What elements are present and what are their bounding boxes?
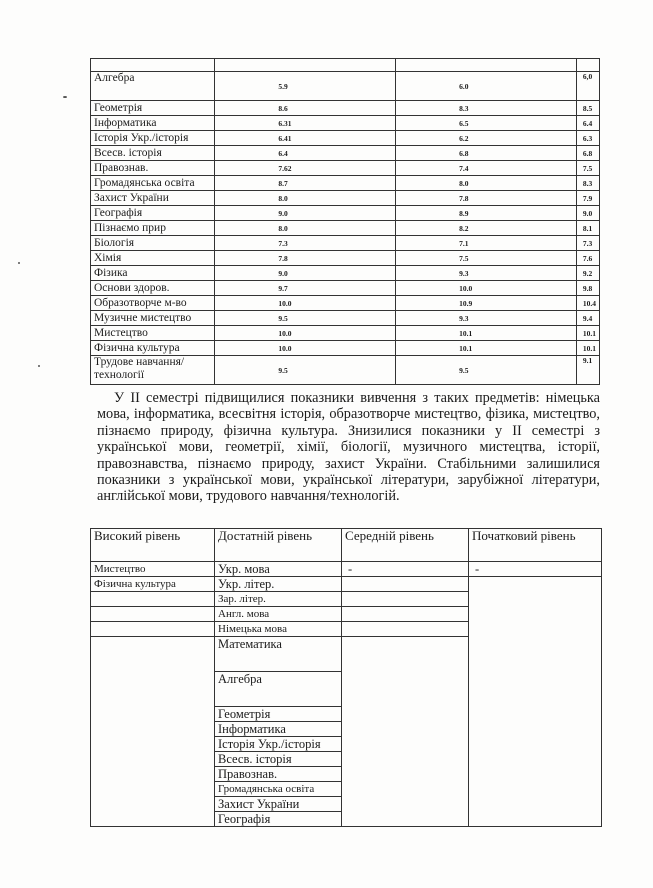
table-row [91, 72, 600, 101]
table-row [91, 562, 602, 577]
subject-cell: Всесв. історія [91, 146, 215, 161]
high-cell [91, 607, 215, 622]
table-row [91, 266, 600, 281]
semester2-value: 6.8 [396, 146, 577, 161]
average-value: 9.4 [576, 311, 599, 326]
sufficient-item: Всесв. історія [215, 752, 342, 767]
levels-table [90, 528, 602, 827]
table-row [91, 251, 600, 266]
table-row [91, 577, 602, 592]
header-initial: Початковий рівень [469, 529, 602, 562]
table-row [91, 206, 600, 221]
table-row [91, 161, 600, 176]
semester2-value: 10.9 [396, 296, 577, 311]
subject-cell: Захист України [91, 191, 215, 206]
semester1-value: 9.5 [215, 311, 396, 326]
table-row [91, 341, 600, 356]
table-row [91, 221, 600, 236]
scan-speck [18, 262, 20, 264]
semester1-value: 7.3 [215, 236, 396, 251]
table-row [91, 326, 600, 341]
subject-cell: Правознав. [91, 161, 215, 176]
header-sufficient: Достатній рівень [215, 529, 342, 562]
table-row [91, 296, 600, 311]
subject-cell: Історія Укр./історія [91, 131, 215, 146]
scan-speck [63, 96, 67, 98]
semester2-value: 8.9 [396, 206, 577, 221]
table-row [91, 116, 600, 131]
sufficient-item: Укр. мова [215, 562, 342, 577]
average-value: 10.1 [576, 326, 599, 341]
semester2-value: 9.3 [396, 266, 577, 281]
semester1-value: 9.0 [215, 266, 396, 281]
header-high: Високий рівень [91, 529, 215, 562]
average-value: 8.5 [576, 101, 599, 116]
average-value: 7.3 [576, 236, 599, 251]
middle-cell [342, 622, 469, 637]
scan-speck [38, 365, 40, 367]
table-row [91, 131, 600, 146]
table-row [91, 59, 600, 72]
sufficient-item: Геометрія [215, 707, 342, 722]
sufficient-item: Інформатика [215, 722, 342, 737]
sufficient-item: Алгебра [215, 672, 342, 707]
semester1-value: 10.0 [215, 341, 396, 356]
semester2-value: 9.5 [396, 356, 577, 385]
table-row [91, 311, 600, 326]
semester2-value: 6.5 [396, 116, 577, 131]
sufficient-item: Німецька мова [215, 622, 342, 637]
semester1-value: 6.4 [215, 146, 396, 161]
high-item: Мистецтво [91, 562, 215, 577]
subject-cell: Інформатика [91, 116, 215, 131]
semester2-value: 7.1 [396, 236, 577, 251]
average-value: 7.9 [576, 191, 599, 206]
sufficient-item: Зар. літер. [215, 592, 342, 607]
sufficient-item: Укр. літер. [215, 577, 342, 592]
subject-cell: Трудове навчання/технології [91, 356, 215, 385]
subject-cell: Алгебра [91, 72, 215, 101]
semester1-value: 5.9 [215, 72, 396, 101]
subject-cell: Географія [91, 206, 215, 221]
initial-item: - [469, 562, 602, 577]
semester2-value: 10.0 [396, 281, 577, 296]
semester2-value: 10.1 [396, 326, 577, 341]
semester1-value: 8.0 [215, 221, 396, 236]
table-header-row [91, 529, 602, 562]
semester1-value: 9.5 [215, 356, 396, 385]
semester2-value: 6.0 [396, 72, 577, 101]
high-cell [91, 592, 215, 607]
subject-cell: Хімія [91, 251, 215, 266]
average-value: 8.3 [576, 176, 599, 191]
subject-cell: Фізика [91, 266, 215, 281]
table-row [91, 236, 600, 251]
table-cell [91, 59, 215, 72]
initial-empty-cell [469, 577, 602, 827]
semester1-value: 9.0 [215, 206, 396, 221]
table-cell [576, 59, 599, 72]
subject-cell: Образотворче м-во [91, 296, 215, 311]
middle-cell [342, 592, 469, 607]
semester2-value: 10.1 [396, 341, 577, 356]
table-row [91, 281, 600, 296]
summary-paragraph: У ІІ семестрі підвищилися показники вивчення з таких предметів: німецька мова, інформатика, всесвітня історія, образотворче мистецтво, фізика, мистецтво, пізнаємо природу, фізична культура. Знизилися показники у ІІ семестрі з української мови, геометрії, хімії, біології, музичного мистецтва, історії, правознавства, пізнаємо природу, захист України. Стабільними залишилися показники з української мови, української літератури, зарубіжної літератури, англійської мови, трудового навчання/технологій. [97, 390, 600, 505]
semester2-value: 8.0 [396, 176, 577, 191]
semester2-value: 7.4 [396, 161, 577, 176]
semester1-value: 8.0 [215, 191, 396, 206]
sufficient-item: Математика [215, 637, 342, 672]
sufficient-item: Англ. мова [215, 607, 342, 622]
average-value: 6.3 [576, 131, 599, 146]
semester1-value: 9.7 [215, 281, 396, 296]
semester2-value: 7.8 [396, 191, 577, 206]
semester1-value: 6.31 [215, 116, 396, 131]
semester2-value: 7.5 [396, 251, 577, 266]
middle-item: - [342, 562, 469, 577]
average-value: 8.1 [576, 221, 599, 236]
average-value: 7.6 [576, 251, 599, 266]
table-row [91, 356, 600, 385]
subject-cell: Геометрія [91, 101, 215, 116]
semester2-value: 9.3 [396, 311, 577, 326]
subject-cell: Біологія [91, 236, 215, 251]
semester2-value: 8.2 [396, 221, 577, 236]
sufficient-item: Географія [215, 812, 342, 827]
middle-cell [342, 607, 469, 622]
high-item: Фізична культура [91, 577, 215, 592]
table-row [91, 146, 600, 161]
average-value: 7.5 [576, 161, 599, 176]
grades-table [90, 58, 600, 385]
subject-cell: Фізична культура [91, 341, 215, 356]
average-value: 6.4 [576, 116, 599, 131]
average-value: 10.4 [576, 296, 599, 311]
semester2-value: 8.3 [396, 101, 577, 116]
average-value: 9.8 [576, 281, 599, 296]
high-cell [91, 622, 215, 637]
table-row [91, 101, 600, 116]
average-value: 9.0 [576, 206, 599, 221]
table-cell [396, 59, 577, 72]
average-value: 6.8 [576, 146, 599, 161]
semester1-value: 6.41 [215, 131, 396, 146]
subject-cell: Громадянська освіта [91, 176, 215, 191]
semester1-value: 8.7 [215, 176, 396, 191]
subject-cell: Музичне мистецтво [91, 311, 215, 326]
average-value: 9.2 [576, 266, 599, 281]
middle-cell [342, 577, 469, 592]
semester1-value: 7.62 [215, 161, 396, 176]
table-row [91, 176, 600, 191]
semester1-value: 7.8 [215, 251, 396, 266]
table-row [91, 191, 600, 206]
sufficient-item: Правознав. [215, 767, 342, 782]
average-value: 9.1 [576, 356, 599, 385]
semester1-value: 10.0 [215, 326, 396, 341]
subject-cell: Пізнаємо прир [91, 221, 215, 236]
middle-empty-cell [342, 637, 469, 827]
subject-cell: Мистецтво [91, 326, 215, 341]
sufficient-item: Історія Укр./історія [215, 737, 342, 752]
average-value: 10.1 [576, 341, 599, 356]
semester1-value: 8.6 [215, 101, 396, 116]
high-empty-cell [91, 637, 215, 827]
header-middle: Середній рівень [342, 529, 469, 562]
subject-cell: Основи здоров. [91, 281, 215, 296]
semester2-value: 6.2 [396, 131, 577, 146]
sufficient-item: Захист України [215, 797, 342, 812]
semester1-value: 10.0 [215, 296, 396, 311]
average-value: 6,0 [576, 72, 599, 101]
table-cell [215, 59, 396, 72]
sufficient-item: Громадянська освіта [215, 782, 342, 797]
